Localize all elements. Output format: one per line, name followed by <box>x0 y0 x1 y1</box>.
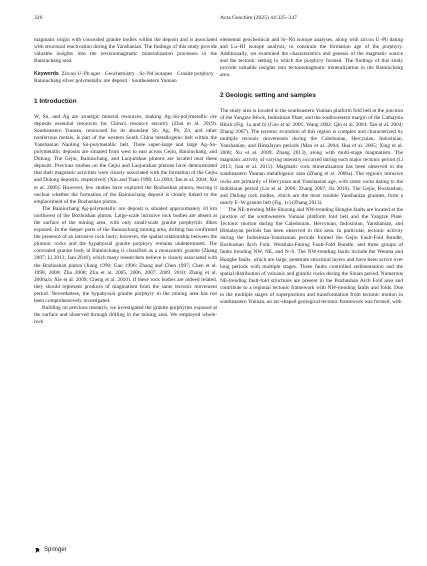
body-paragraph: W, Sn, and Ag are strategic mineral resources, making Ag–Sn-polymetallic ore deposits essential resources for China's resource security (Zhai et al. 2019). Southeastern Yunnan, renowned for its abundant Sn, Ag, Pb, Zn, and other nonferrous metals, is part of the western South China metallogenic belt within the Yanshanian Nanling Sn-polymetallic belt. Three super-large and large Ag–Sn-polymetallic deposits are situated from west to east across Gejiu, Bainiuchang, and Dulong. The Gejiu, Bainiuchang, and Laojunshan plutons are located near these deposits. Previous studies on the Gejiu and Laojunshan plutons have demonstrated that their magmatic activities were closely associated with the formation of the Gejiu and Dulong deposits, respectively (Xin and Yuan 1998; Lu 2004; Tan et al. 2004; Xie et al. 2009). However, few studies have explored the Bozhushan pluton, leaving it unclear whether the formation of the Bainiuchang deposit is closely linked to the emplacement of the Bozhushan pluton. <box>34 113 217 205</box>
keywords <box>34 71 217 85</box>
body-paragraph: The Bainiuchang Ag-polymetallic ore deposit is situated approximately 10 km northwest of the Bozhushan pluton. Large-scale intrusive rock bodies are absent at the surface of the mining area, with only small-scale granite porphyritic dikes exposed. In the deeper parts of the Bainiuchang mining area, drilling has confirmed the presence of an intrusive rock body; however, the spatial relationship between the plutonic rocks and the hypabyssal granite porphyry remains undetermined. The concealed granite body at Bainiuchang is classified as a monzonitic granite (Zhang 2007; Li 2013; Jian 2016), which many researchers believe is closely associated with the Bozhushan pluton (Jiang 1990; Gao 1996; Zhang and Chen 1997; Chen et al. 1998, 2000; Zhu 2008; Zhu et al. 2005, 2006, 2007, 2009, 2010; Zhang et al. 2006a,b; Xie et al. 2009; Cheng et al. 2010). If these rock bodies are indeed related, they should represent products of magmatism from the same tectonic movement period. Nevertheless, the hypabyssal granite porphyry in the mining area has not been comprehensively investigated. <box>34 205 217 304</box>
body-paragraph: The study area is located in the southeastern Yunnan platform fold belt at the junction of the Yangtze Block, Indosinian Plate, and the southwestern margin of the Cathaysia Block (Fig. 1a and b) (Guo et al. 2001; Wang 2002; Qin et al. 2004; Tan et al. 2004; Zhang 2007). The tectonic evolution of this region is complex and characterized by multiple tectonic movements during the Caledonian, Hercynian, Indosinian, Yanshanian, and Himalayan periods (Mao et al. 2004; Hua et al. 2005; Xing et al. 2008; Xu et al. 2009; Zhang 2013), along with multi-stage magmatism. The magmatic activity of varying intensity occurred during each major tectonic period (Li 2013; Jian et al. 2015). Magmatic rock mineralization has been observed in the southeastern Yunnan metallogenic area (Zhang et al. 2006a). The region's intrusive rocks are primarily of Hercynian and Yanshanian age, with some rocks dating to the Indosinian period (Liu et al. 2006; Zhang 2007; Jia 2010). The Gejiu, Bozhushan, and Dulong rock bodies, which are the most notable Yanshanian granites, form a nearly E–W granite belt (Fig. 1c) (Zhang 2013). <box>220 107 403 206</box>
springer-horse-icon <box>34 547 41 554</box>
journal-reference: Acta Geochim (2025) 44:325–347 <box>220 15 297 21</box>
publisher-name: Springer <box>44 547 67 553</box>
page-number: 326 <box>34 15 43 21</box>
right-column <box>220 37 403 306</box>
body-paragraph: Building on previous research, we investigated the granite porphyries exposed at the surface and observed through drilling in the mining area. We employed whole-rock <box>34 305 217 326</box>
body-paragraph: elemental geochemical and Sr–Nd isotope analyses, along with zircon U–Pb dating and Lu–Hf isotope analysis, to constrain the formation age of the porphyry. Additionally, we examined the characteristics and genesis of the magmatic source and the tectonic setting in which the porphyry formed. The findings of this study provide valuable insights into tectonomagmatic mineralization in the Bainiuchang area. <box>220 37 403 79</box>
left-column <box>34 37 217 326</box>
keywords-label: Keywords <box>34 71 59 78</box>
footer <box>34 546 67 554</box>
section-heading-introduction: 1 Introduction <box>34 97 77 105</box>
body-paragraph: The NE-trending Mile-Shizong and NW-trending Honghe faults are located at the junction of the southwestern Yunnan platform fold belt and the Yangtze Plate. Tectonic motion during the Caledonian, Hercynian, Indosinian, Yanshanian, and Himalayan periods has been observed in this area. In particular, tectonic activity during the Indosinian-Yanshanian periods formed the Gejiu Fault-Fold Bundle, Bozhushan Arch Fold, Wenshan-Funing Fault-Fold Bundle, and three groups of faults trending NW, NE, and N–S. The NW-trending faults include the Wenma and Honghe faults, which are large, penetrate structural layers and have been active over long periods with multiple stages. These faults controlled sedimentation and the spatial distribution of volcanic and granitic rocks during the Sinian period. Numerous NE-trending fault-fold structures are present in the Bozhushan Arch Fold area and contribute to a regional tectonic framework with NW-trending faults and folds. Due to the multiple stages of superposition and transformation from tectonic motion in southeastern Yunnan, an arc-shaped geological tectonic framework was formed, with <box>220 206 403 306</box>
running-header <box>34 16 393 26</box>
section-heading-geologic-setting: 2 Geologic setting and samples <box>220 91 316 99</box>
keywords-text: Zircon U–Pb ages · Geochemistry · Sr–Nd isotopes · Granite porphyry · Bainiuchang silver polymetallic ore deposit · Southeastern Yunnan <box>34 71 218 85</box>
abstract-end-paragraph: magmatic origin with concealed granite bodies within the deposit and is associated with structural reactivation during the Yanshanian. The findings of this study provide valuable insights into the tectonomagmatic mineralization processes in the Bainiuchang area. <box>34 37 217 65</box>
